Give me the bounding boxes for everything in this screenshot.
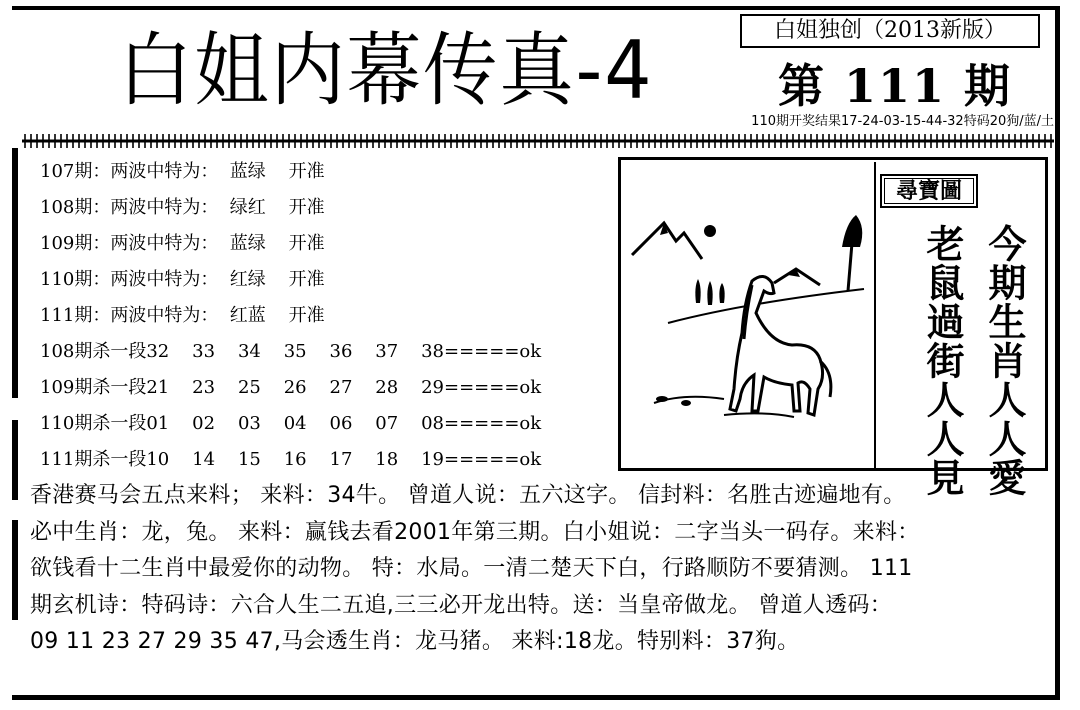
paragraph-line: 欲钱看十二生肖中最爱你的动物。 特：水局。一清二楚天下白，行路顺防不要猜测。 111 [30,556,913,581]
record-line: 109期：两波中特为： 蓝绿 开准 [40,233,325,254]
record-line: 110期杀一段01 02 03 04 06 07 08=====ok [40,413,542,434]
paragraph-line: 香港赛马会五点来料； 来料：34牛。 曾道人说：五六这字。 信封料：名胜古迹遍地有。 [30,483,906,508]
paragraph-line: 期玄机诗：特码诗：六合人生二五追,三三必开龙出特。送：当皇帝做龙。 曾道人透码： [30,592,892,618]
page-title: 白姐内幕传真-4 [118,24,654,117]
record-line: 110期：两波中特为： 红绿 开准 [40,269,325,290]
edition-subtitle: 白姐独创（2013新版） [740,14,1040,48]
records-list [40,154,541,478]
verse-left: 老鼠過街人人見 [920,224,965,497]
record-line: 108期：两波中特为： 绿红 开准 [40,197,325,218]
record-line: 109期杀一段21 23 25 26 27 28 29=====ok [40,377,542,398]
record-line: 111期：两波中特为： 红蓝 开准 [40,305,325,326]
paragraph-line: 09 11 23 27 29 35 47,马会透生肖：龙马猪。 来料:18龙。特别料：37狗。 [30,629,800,654]
record-line: 107期：两波中特为： 蓝绿 开准 [40,161,325,182]
issue-number: 第 111 期 [778,59,1013,113]
left-edge-mark [12,148,18,398]
record-line: 111期杀一段10 14 15 16 17 18 19=====ok [40,449,542,470]
barbed-divider [22,131,1054,151]
verse-right: 今期生肖人人愛 [982,224,1027,497]
left-edge-mark [12,520,18,620]
record-line: 108期杀一段32 33 34 35 36 37 38=====ok [40,341,542,362]
horse-illustration [624,163,872,465]
treasure-map-title: 尋寶圖 [880,174,978,208]
left-edge-mark [12,420,18,500]
paragraph-line: 必中生肖：龙，兔。 来料：赢钱去看2001年第三期。白小姐说：二字当头一码存。来料： [30,519,920,545]
info-paragraph [30,478,1060,661]
vertical-divider [874,162,876,468]
previous-result: 110期开奖结果17-24-03-15-44-32特码20狗/蓝/土 [751,114,1054,129]
